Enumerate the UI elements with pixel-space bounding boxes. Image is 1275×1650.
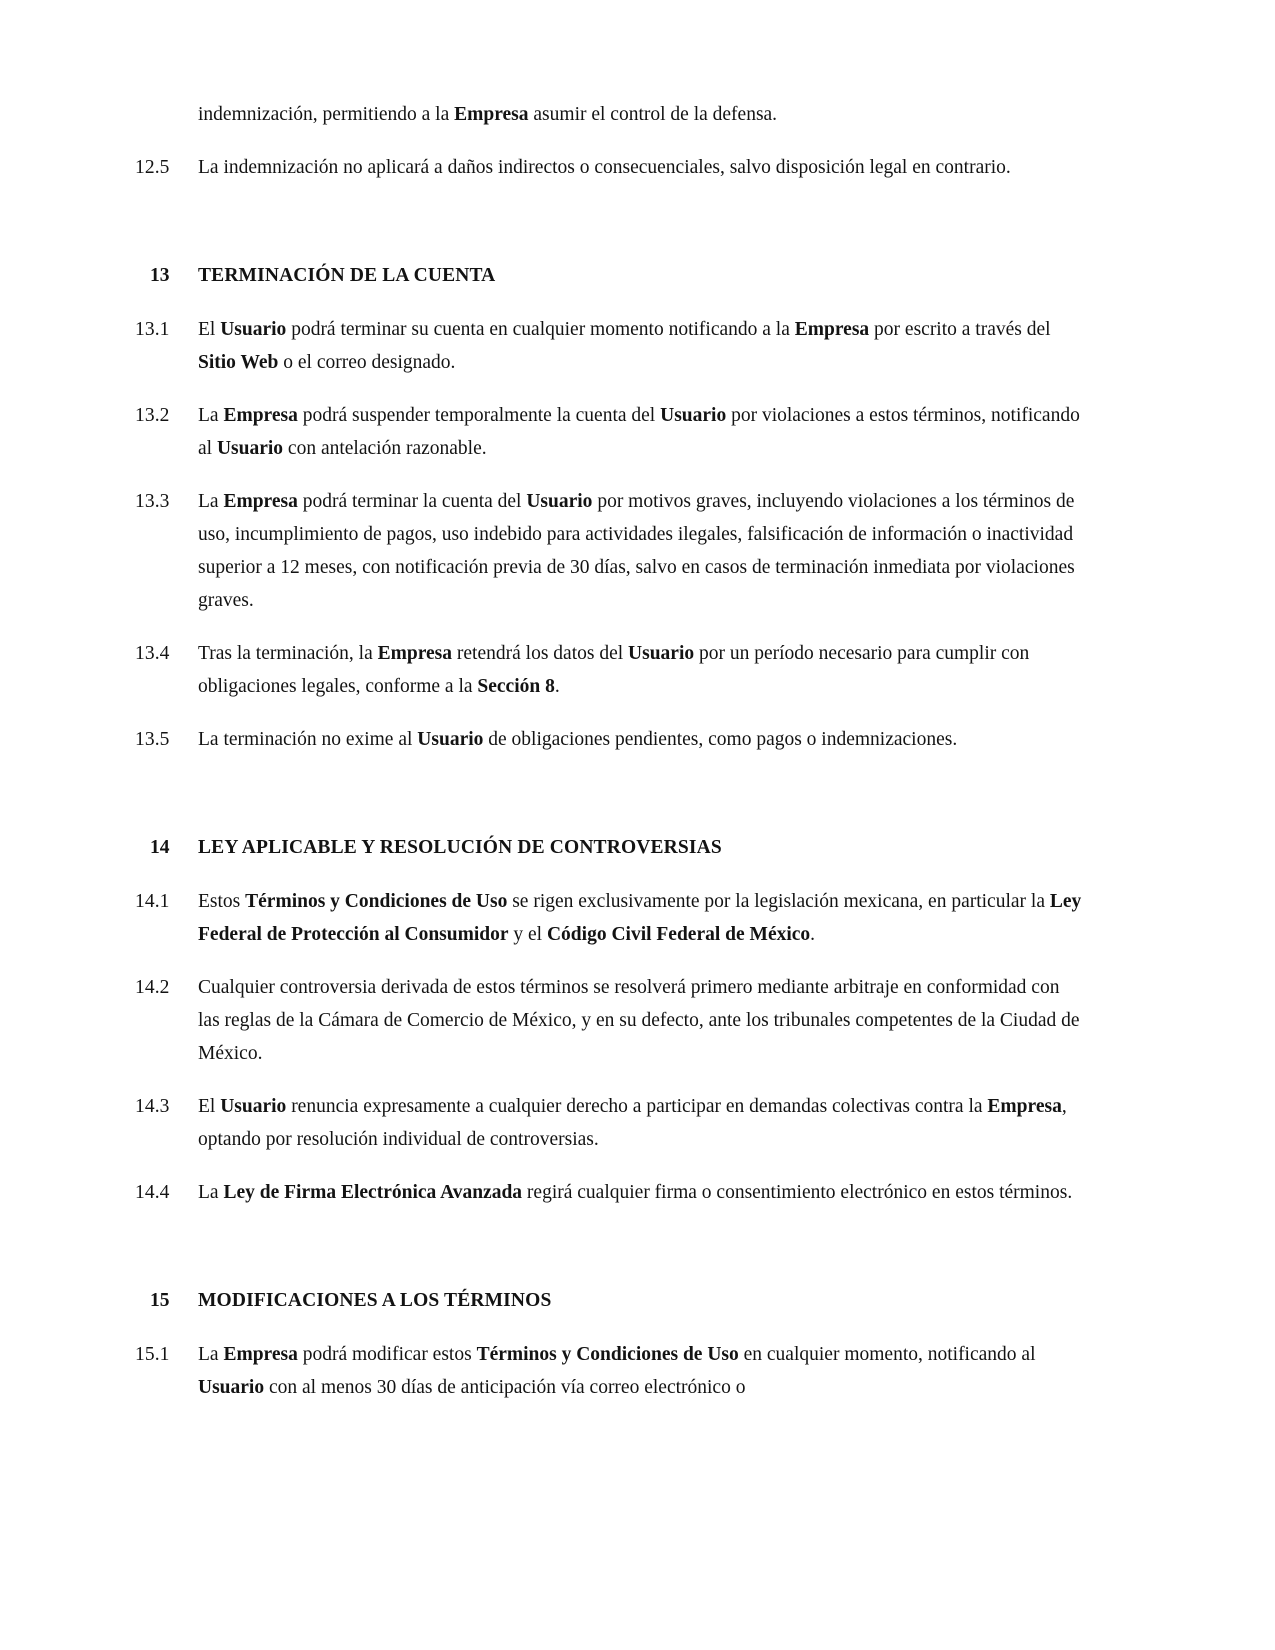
clause-text: La terminación no exime al Usuario de obligaciones pendientes, como pagos o indemnizaciones. [198,729,958,750]
section-heading-13 [135,260,1085,291]
emphasis-term: Empresa [987,1096,1062,1117]
emphasis-term: Empresa [377,643,453,664]
clause-number: 12.5 [135,157,170,178]
emphasis-term: Empresa [794,319,870,340]
clause-13.5 [135,723,1085,756]
emphasis-term: Usuario [417,729,484,750]
emphasis-term: Términos y Condiciones de Uso [245,891,508,912]
section-title: TERMINACIÓN DE LA CUENTA [198,265,496,286]
clause-14.4 [135,1176,1085,1209]
clause-number: 13.3 [135,491,170,512]
emphasis-term: Sitio Web [198,352,279,373]
clause-number: 13.5 [135,729,170,750]
section-spacer [135,776,1085,832]
emphasis-term: Usuario [628,643,695,664]
document-content [135,98,1085,1424]
clause-text: La Ley de Firma Electrónica Avanzada regirá cualquier firma o consentimiento electrónico en estos términos. [198,1182,1073,1203]
clause-text: La Empresa podrá terminar la cuenta del Usuario por motivos graves, incluyendo violaciones a los términos de uso, incumplimiento de pagos, uso indebido para actividades ilegales, falsificación de información o inactividad superior a 12 meses, con notificación previa de 30 días, salvo en casos de terminación inmediata por violaciones graves. [198,491,1075,611]
emphasis-term: Usuario [526,491,593,512]
clause-number: 14.1 [135,891,170,912]
section-number: 14 [150,837,170,858]
clause-text: La Empresa podrá modificar estos Términos y Condiciones de Uso en cualquier momento, notificando al Usuario con al menos 30 días de anticipación vía correo electrónico o [198,1344,1036,1398]
emphasis-term: Sección 8 [477,676,555,697]
emphasis-term: Ley de Firma Electrónica Avanzada [223,1182,523,1203]
clause-14.1 [135,885,1085,951]
clause-text: Cualquier controversia derivada de estos términos se resolverá primero mediante arbitraje en conformidad con las reglas de la Cámara de Comercio de México, y en su defecto, ante los tribunales competentes de la Ciudad de México. [198,977,1080,1064]
clause-number: 14.2 [135,977,170,998]
clause-text: Estos Términos y Condiciones de Uso se rigen exclusivamente por la legislación mexicana, en particular la Ley Federal de Protección al Consumidor y el Código Civil Federal de México. [198,891,1082,945]
clause-text: El Usuario renuncia expresamente a cualquier derecho a participar en demandas colectivas contra la Empresa, optando por resolución individual de controversias. [198,1096,1067,1150]
clause-text: El Usuario podrá terminar su cuenta en cualquier momento notificando a la Empresa por escrito a través del Sitio Web o el correo designado. [198,319,1051,373]
emphasis-term: Usuario [220,1096,287,1117]
clause-13.4 [135,637,1085,703]
clause-number: 13.2 [135,405,170,426]
emphasis-term: Código Civil Federal de México [546,924,811,945]
section-title: LEY APLICABLE Y RESOLUCIÓN DE CONTROVERSIAS [198,837,722,858]
clause-14.2 [135,971,1085,1070]
section-number: 13 [150,265,170,286]
emphasis-term: Términos y Condiciones de Uso [476,1344,739,1365]
emphasis-term: Ley Federal de Protección al Consumidor [198,891,1082,945]
clause-13.3 [135,485,1085,617]
clause-number: 15.1 [135,1344,170,1365]
clause-number: 13.4 [135,643,170,664]
emphasis-term: Empresa [454,104,529,125]
clause-text: La Empresa podrá suspender temporalmente la cuenta del Usuario por violaciones a estos términos, notificando al Usuario con antelación razonable. [198,405,1080,459]
emphasis-term: Usuario [198,1377,265,1398]
clause-13.1 [135,313,1085,379]
emphasis-term: Usuario [660,405,727,426]
section-spacer [135,204,1085,260]
clause-13.2 [135,399,1085,465]
section-number: 15 [150,1290,170,1311]
clause-number: 14.4 [135,1182,170,1203]
emphasis-term: Usuario [216,438,284,459]
clause-12.5 [135,151,1085,184]
clause-text: La indemnización no aplicará a daños indirectos o consecuenciales, salvo disposición legal en contrario. [198,157,1011,178]
emphasis-term: Empresa [223,1344,298,1365]
emphasis-term: Empresa [223,405,298,426]
emphasis-term: Usuario [220,319,287,340]
section-heading-14 [135,832,1085,863]
clause-14.3 [135,1090,1085,1156]
clause-text: Tras la terminación, la Empresa retendrá los datos del Usuario por un período necesario para cumplir con obligaciones legales, conforme a la Sección 8. [198,643,1030,697]
clause-number: 13.1 [135,319,170,340]
clause-number: 14.3 [135,1096,170,1117]
emphasis-term: Empresa [223,491,298,512]
section-spacer [135,1229,1085,1285]
clause-continuation [135,98,1085,131]
section-heading-15 [135,1285,1085,1316]
clause-text: indemnización, permitiendo a la Empresa asumir el control de la defensa. [198,104,778,125]
section-title: MODIFICACIONES A LOS TÉRMINOS [198,1290,552,1311]
clause-15.1 [135,1338,1085,1404]
